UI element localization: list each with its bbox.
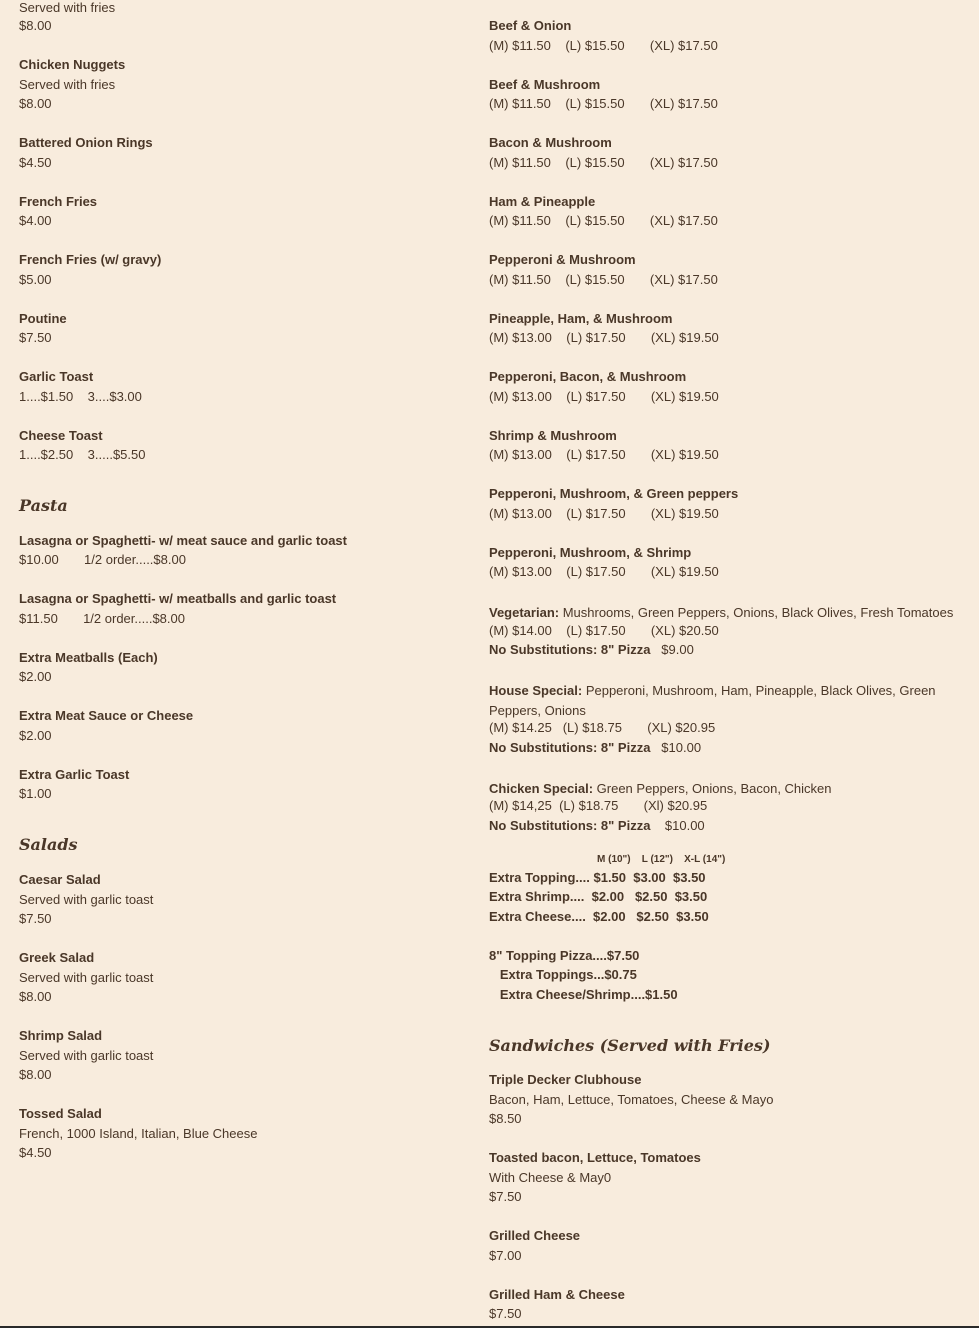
section-title-pasta: Pasta xyxy=(19,496,68,515)
item-detail: (M) $14,25 (L) $18.75 (Xl) $20.95 xyxy=(489,798,708,813)
item-detail: Bacon, Ham, Lettuce, Tomatoes, Cheese & Mayo xyxy=(489,1092,774,1107)
item-name-lasagna-or-spaghetti-w-meatballs-and-gar: Lasagna or Spaghetti- w/ meatballs and garlic toast xyxy=(19,591,337,606)
item-detail: $11.50 1/2 order.....$8.00 xyxy=(19,611,185,626)
item-name-pepperoni-bacon-mushroom: Pepperoni, Bacon, & Mushroom xyxy=(489,369,687,384)
item-detail: $8.50 xyxy=(489,1111,522,1126)
item-name-triple-decker-clubhouse: Triple Decker Clubhouse xyxy=(489,1072,642,1087)
house-special-description: House Special: Pepperoni, Mushroom, Ham, Pineapple, Black Olives, Green Peppers, Onions xyxy=(489,683,936,718)
item-name-pepperoni-mushroom-green-peppers: Pepperoni, Mushroom, & Green peppers xyxy=(489,486,739,501)
item-name-cheese-toast: Cheese Toast xyxy=(19,428,103,443)
item-name-extra-toppings-0-75: Extra Toppings...$0.75 xyxy=(489,967,637,982)
item-name-extra-cheese-shrimp-1-50: Extra Cheese/Shrimp....$1.50 xyxy=(489,987,678,1002)
item-name-extra-cheese-2-00-2-50-3-50: Extra Cheese.... $2.00 $2.50 $3.50 xyxy=(489,909,709,924)
item-name-extra-shrimp-2-00-2-50-3-50: Extra Shrimp.... $2.00 $2.50 $3.50 xyxy=(489,889,708,904)
item-name-french-fries-w-gravy: French Fries (w/ gravy) xyxy=(19,252,162,267)
item-name-tossed-salad: Tossed Salad xyxy=(19,1106,102,1121)
item-detail: $7.50 xyxy=(19,330,52,345)
item-name-beef-mushroom: Beef & Mushroom xyxy=(489,77,601,92)
item-name-shrimp-salad: Shrimp Salad xyxy=(19,1028,103,1043)
item-name-greek-salad: Greek Salad xyxy=(19,950,95,965)
item-name-bacon-mushroom: Bacon & Mushroom xyxy=(489,135,612,150)
item-detail: (M) $13.00 (L) $17.50 (XL) $19.50 xyxy=(489,330,719,345)
item-detail: (M) $14.00 (L) $17.50 (XL) $20.50 xyxy=(489,623,719,638)
item-detail: (M) $13.00 (L) $17.50 (XL) $19.50 xyxy=(489,506,719,521)
item-detail: $8.00 xyxy=(19,96,52,111)
item-name-battered-onion-rings: Battered Onion Rings xyxy=(19,135,153,150)
item-detail: 1....$1.50 3....$3.00 xyxy=(19,389,142,404)
item-detail: $7.50 xyxy=(489,1306,522,1321)
item-detail: (M) $11.50 (L) $15.50 (XL) $17.50 xyxy=(489,38,718,53)
vegetarian-no-substitutions: No Substitutions: 8" Pizza $9.00 xyxy=(489,642,694,657)
item-name-ham-pineapple: Ham & Pineapple xyxy=(489,194,596,209)
item-detail: $5.00 xyxy=(19,272,52,287)
item-detail: Served with fries xyxy=(19,0,116,15)
item-detail: (M) $11.50 (L) $15.50 (XL) $17.50 xyxy=(489,155,718,170)
item-detail: (M) $14.25 (L) $18.75 (XL) $20.95 xyxy=(489,720,716,735)
item-detail: $7.50 xyxy=(19,911,52,926)
item-name-8-topping-pizza-7-50: 8" Topping Pizza....$7.50 xyxy=(489,948,640,963)
item-detail: (M) $11.50 (L) $15.50 (XL) $17.50 xyxy=(489,96,718,111)
item-detail: $8.00 xyxy=(19,989,52,1004)
item-name-poutine: Poutine xyxy=(19,311,67,326)
item-name-shrimp-mushroom: Shrimp & Mushroom xyxy=(489,428,617,443)
house-no-substitutions: No Substitutions: 8" Pizza $10.00 xyxy=(489,740,702,755)
item-detail: (M) $11.50 (L) $15.50 (XL) $17.50 xyxy=(489,272,718,287)
item-detail: Served with garlic toast xyxy=(19,1048,154,1063)
item-detail: With Cheese & May0 xyxy=(489,1170,612,1185)
item-detail: $4.50 xyxy=(19,1145,52,1160)
item-detail: $1.00 xyxy=(19,786,52,801)
item-detail: Served with garlic toast xyxy=(19,970,154,985)
item-detail: French, 1000 Island, Italian, Blue Cheese xyxy=(19,1126,258,1141)
chicken-no-substitutions: No Substitutions: 8" Pizza $10.00 xyxy=(489,818,705,833)
item-detail: (M) $13.00 (L) $17.50 (XL) $19.50 xyxy=(489,447,719,462)
item-name-beef-onion: Beef & Onion xyxy=(489,18,572,33)
section-title-sandwiches-served-with-fries: Sandwiches (Served with Fries) xyxy=(489,1036,771,1055)
item-name-pineapple-ham-mushroom: Pineapple, Ham, & Mushroom xyxy=(489,311,673,326)
item-detail: (M) $11.50 (L) $15.50 (XL) $17.50 xyxy=(489,213,718,228)
item-detail: $4.00 xyxy=(19,213,52,228)
item-detail: $2.00 xyxy=(19,728,52,743)
item-name-grilled-cheese: Grilled Cheese xyxy=(489,1228,581,1243)
item-detail: $8.00 xyxy=(19,1067,52,1082)
item-detail: (M) $13.00 (L) $17.50 (XL) $19.50 xyxy=(489,389,719,404)
item-detail: (M) $13.00 (L) $17.50 (XL) $19.50 xyxy=(489,564,719,579)
item-detail: Served with fries xyxy=(19,77,116,92)
item-name-toasted-bacon-lettuce-tomatoes: Toasted bacon, Lettuce, Tomatoes xyxy=(489,1150,701,1165)
item-detail: $10.00 1/2 order.....$8.00 xyxy=(19,552,186,567)
item-name-grilled-ham-cheese: Grilled Ham & Cheese xyxy=(489,1287,625,1302)
item-detail: $4.50 xyxy=(19,155,52,170)
item-name-garlic-toast: Garlic Toast xyxy=(19,369,94,384)
section-title-salads: Salads xyxy=(19,835,78,854)
item-detail: $7.00 xyxy=(489,1248,522,1263)
item-name-extra-topping-1-50-3-00-3-50: Extra Topping.... $1.50 $3.00 $3.50 xyxy=(489,870,706,885)
item-name-pepperoni-mushroom-shrimp: Pepperoni, Mushroom, & Shrimp xyxy=(489,545,692,560)
vegetarian-description: Vegetarian: Mushrooms, Green Peppers, Onions, Black Olives, Fresh Tomatoes xyxy=(489,605,954,620)
item-detail: Served with garlic toast xyxy=(19,892,154,907)
item-name-chicken-nuggets: Chicken Nuggets xyxy=(19,57,126,72)
item-detail: $2.00 xyxy=(19,669,52,684)
item-name-french-fries: French Fries xyxy=(19,194,98,209)
item-name-lasagna-or-spaghetti-w-meat-sauce-and-ga: Lasagna or Spaghetti- w/ meat sauce and garlic toast xyxy=(19,533,347,548)
item-detail: $8.00 xyxy=(19,18,52,33)
size-header: M (10") L (12") X-L (14") xyxy=(597,854,726,865)
item-name-extra-meat-sauce-or-cheese: Extra Meat Sauce or Cheese xyxy=(19,708,194,723)
item-name-caesar-salad: Caesar Salad xyxy=(19,872,101,887)
item-detail: $7.50 xyxy=(489,1189,522,1204)
item-name-extra-meatballs-each: Extra Meatballs (Each) xyxy=(19,650,158,665)
item-name-extra-garlic-toast: Extra Garlic Toast xyxy=(19,767,130,782)
item-name-pepperoni-mushroom: Pepperoni & Mushroom xyxy=(489,252,636,267)
chicken-special-description: Chicken Special: Green Peppers, Onions, Bacon, Chicken xyxy=(489,781,832,796)
item-detail: 1....$2.50 3.....$5.50 xyxy=(19,447,146,462)
